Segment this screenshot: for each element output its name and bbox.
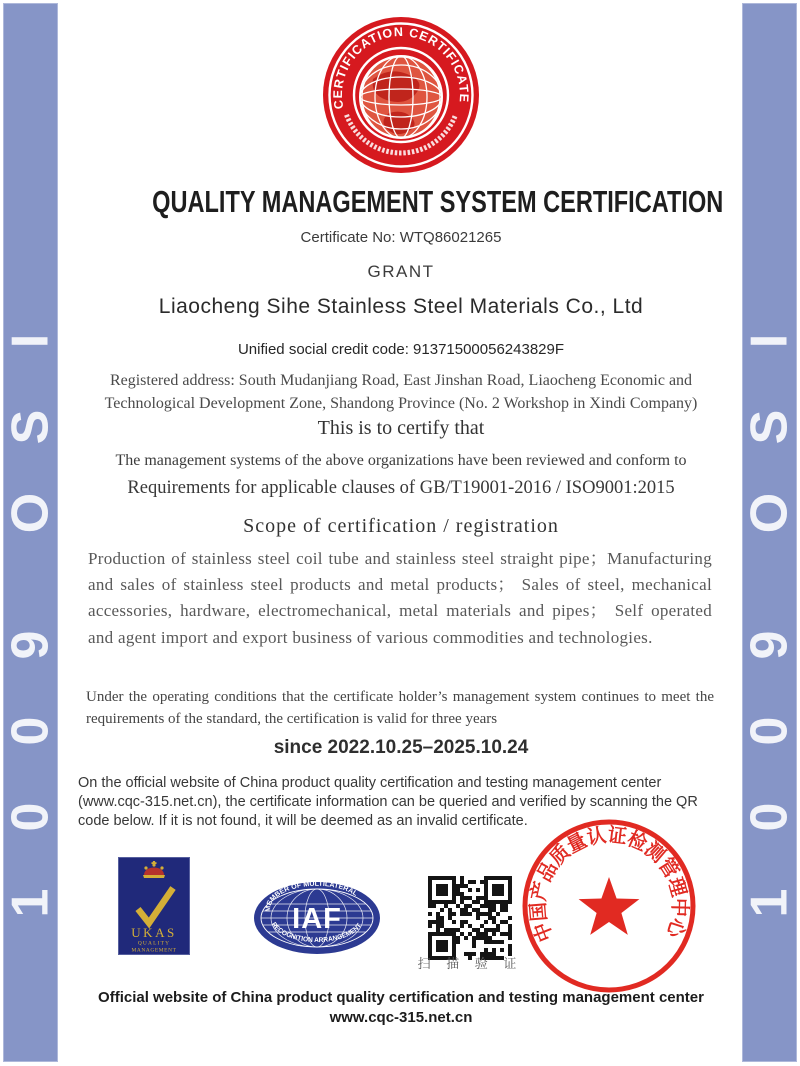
- page-title: QUALITY MANAGEMENT SYSTEM CERTIFICATION: [152, 184, 724, 219]
- certificate-number: Certificate No: WTQ86021265: [300, 229, 502, 246]
- credit-code: Unified social credit code: 91371500056243829F: [237, 341, 565, 358]
- right-iso-band-text: I S O 9 0 0 1: [740, 333, 799, 918]
- registered-address: Registered address: South Mudanjiang Road, East Jinshan Road, Liaocheng Economic and Technological Development Zone, Shandong Province (No. 2 Workshop in Xindi Company): [104, 372, 698, 413]
- red-seal-svg: [520, 817, 698, 995]
- left-iso-band-text: I S O 9 0 0 1: [1, 333, 60, 918]
- iaf-top-arc-text: MEMBER OF MULTILATERAL: [264, 881, 359, 912]
- qr-code-svg: [428, 876, 512, 960]
- certification-seal-icon: [323, 17, 479, 178]
- iaf-logo-svg: [252, 881, 382, 955]
- ukas-wordmark: UKAS: [131, 925, 177, 940]
- qr-caption: 扫 描 验 证: [417, 956, 523, 971]
- right-iso-band: [742, 3, 797, 1062]
- iaf-bottom-arc-text: RECOGNITION ARRANGEMENT: [269, 921, 364, 945]
- certificate-content: [62, 0, 740, 1066]
- ukas-logo: [118, 857, 190, 960]
- conformity-line-2: Requirements for applicable clauses of GB/T19001-2016 / ISO9001:2015: [127, 478, 675, 498]
- star-icon: [579, 877, 640, 935]
- grant-label: GRANT: [367, 262, 435, 281]
- ukas-logo-svg: [118, 857, 190, 955]
- seal-arc-text: 中国产品质量认证检测管理中心: [527, 824, 691, 945]
- conformity-line-1: The management systems of the above organizations have been reviewed and conform to: [115, 452, 687, 469]
- emblem-arc-text: CERTIFICATION CERTIFICATE: [330, 24, 472, 111]
- left-iso-band: [3, 3, 58, 1062]
- iaf-logo: [252, 881, 382, 960]
- footer-website: www.cqc-315.net.cn: [329, 1009, 473, 1026]
- footer-line-1: Official website of China product quality certification and testing management center: [98, 989, 704, 1006]
- iaf-wordmark: IAF: [292, 903, 342, 935]
- scope-heading: Scope of certification / registration: [243, 515, 559, 537]
- validity-dates: since 2022.10.25–2025.10.24: [273, 737, 529, 758]
- ukas-management-label: MANAGEMENT: [131, 947, 177, 954]
- ukas-quality-label: QUALITY: [137, 940, 171, 947]
- certification-seal-svg: [323, 17, 479, 173]
- certify-heading: This is to certify that: [317, 417, 485, 439]
- validity-paragraph: Under the operating conditions that the certificate holder’s management system continues to meet the requirements of the standard, the certification is valid for three years: [86, 689, 714, 727]
- scope-paragraph: Production of stainless steel coil tube and stainless steel straight pipe；Manufacturing and sales of stainless steel products and metal products； Sales of steel, mechanical accessories, hardware, electromechanical, metal materials and pipes； Self operated and agent import and export business of various commodities and technologies.: [88, 549, 712, 647]
- red-seal-stamp: [520, 817, 698, 1000]
- company-name: Liaocheng Sihe Stainless Steel Materials Co., Ltd: [158, 295, 644, 318]
- verification-note: On the official website of China product quality certification and testing management center (www.cqc-315.net.cn), the certificate information can be queried and verified by scanning the QR code below. If it is not found, it will be deemed as an invalid certificate.: [78, 775, 698, 829]
- qr-code: [428, 876, 512, 960]
